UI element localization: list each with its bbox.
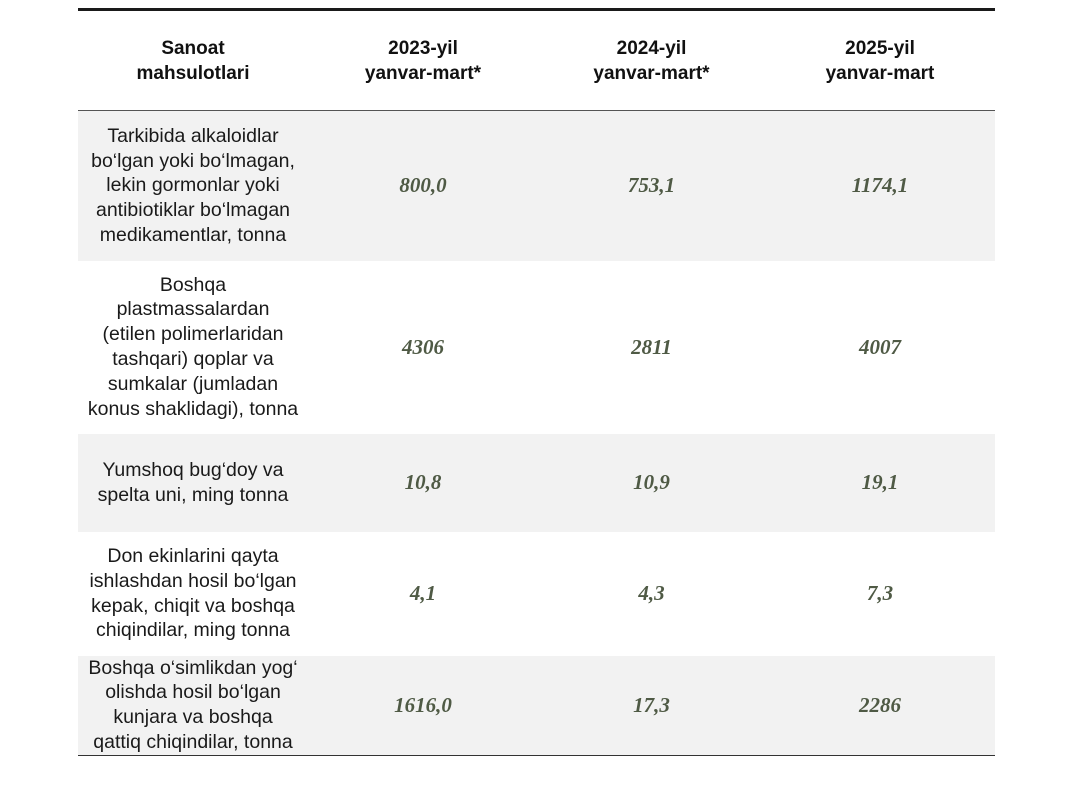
value-2025: 4007	[765, 261, 995, 434]
header-2025: 2025-yil yanvar-mart	[765, 10, 995, 111]
table-header-row	[78, 10, 995, 111]
row-label: Boshqa plastmassalardan (etilen polimerlaridan tashqari) qoplar va sumkalar (jumladan konus shaklidagi), tonna	[78, 261, 308, 434]
value-2024: 2811	[538, 261, 765, 434]
value-2025: 7,3	[765, 532, 995, 656]
table-row	[78, 111, 995, 261]
row-label: Yumshoq bug‘doy va spelta uni, ming tonna	[78, 434, 308, 532]
value-2025: 2286	[765, 656, 995, 756]
table-row	[78, 656, 995, 756]
table-row	[78, 532, 995, 656]
header-2023: 2023-yil yanvar-mart*	[308, 10, 538, 111]
row-label: Tarkibida alkaloidlar bo‘lgan yoki bo‘lmagan, lekin gormonlar yoki antibiotiklar bo‘lmagan medikamentlar, tonna	[78, 111, 308, 261]
row-label: Don ekinlarini qayta ishlashdan hosil bo‘lgan kepak, chiqit va boshqa chiqindilar, ming tonna	[78, 532, 308, 656]
value-2023: 800,0	[308, 111, 538, 261]
value-2023: 4306	[308, 261, 538, 434]
value-2025: 1174,1	[765, 111, 995, 261]
row-label: Boshqa o‘simlikdan yog‘ olishda hosil bo‘lgan kunjara va boshqa qattiq chiqindilar, tonna	[78, 656, 308, 756]
table-row	[78, 261, 995, 434]
header-2024: 2024-yil yanvar-mart*	[538, 10, 765, 111]
value-2024: 4,3	[538, 532, 765, 656]
value-2024: 753,1	[538, 111, 765, 261]
industrial-products-table	[78, 8, 995, 756]
value-2023: 10,8	[308, 434, 538, 532]
table-row	[78, 434, 995, 532]
header-products: Sanoat mahsulotlari	[78, 10, 308, 111]
value-2025: 19,1	[765, 434, 995, 532]
value-2023: 1616,0	[308, 656, 538, 756]
value-2024: 17,3	[538, 656, 765, 756]
value-2023: 4,1	[308, 532, 538, 656]
value-2024: 10,9	[538, 434, 765, 532]
